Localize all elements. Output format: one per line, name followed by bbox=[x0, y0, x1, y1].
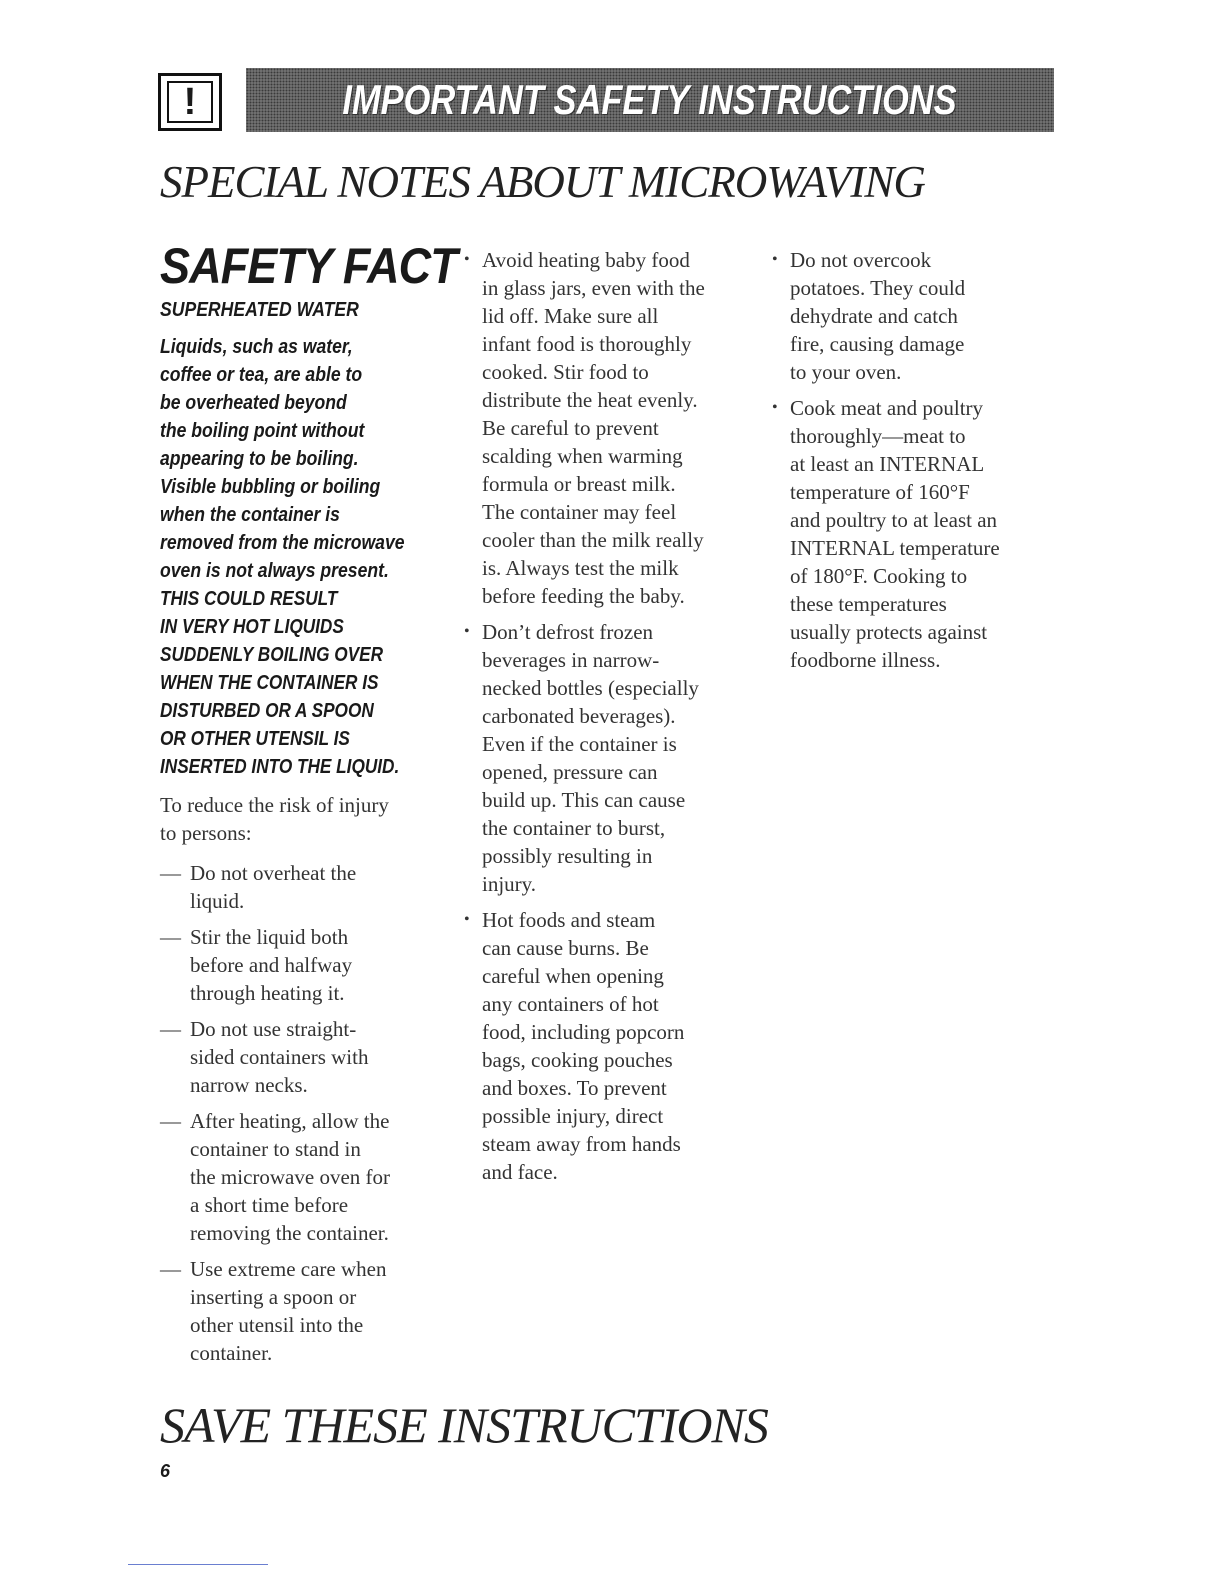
safety-fact-column bbox=[160, 238, 457, 1375]
bullet-line: bags, cooking pouches bbox=[482, 1048, 673, 1072]
page-number: 6 bbox=[160, 1461, 171, 1481]
bullet-item-baby-food bbox=[464, 246, 754, 610]
dash-item-line: Do not overheat the bbox=[190, 861, 357, 885]
bullet-line: foodborne illness. bbox=[790, 648, 941, 672]
bullet-line: distribute the heat evenly. bbox=[482, 388, 698, 412]
bullet-line: to your oven. bbox=[790, 360, 902, 384]
bullet-line: careful when opening bbox=[482, 964, 664, 988]
dash-item-line: the microwave oven for bbox=[190, 1165, 391, 1189]
bullet-glyph: • bbox=[772, 399, 778, 416]
bullet-line: cooler than the milk really bbox=[482, 528, 704, 552]
warning-line: when the container is bbox=[160, 504, 340, 526]
bullet-line: before feeding the baby. bbox=[482, 584, 685, 608]
warning-caps-line: THIS COULD RESULT bbox=[160, 588, 338, 610]
warning-line: Liquids, such as water, bbox=[160, 336, 353, 358]
bullet-line: food, including popcorn bbox=[482, 1020, 685, 1044]
warning-caps-line: IN VERY HOT LIQUIDS bbox=[160, 616, 344, 638]
bullet-line: INTERNAL temperature bbox=[790, 536, 1000, 560]
warning-caps-line: DISTURBED OR A SPOON bbox=[160, 700, 374, 722]
dash-item-line: other utensil into the bbox=[190, 1313, 364, 1337]
bullet-line: any containers of hot bbox=[482, 992, 659, 1016]
bullet-line: thoroughly—meat to bbox=[790, 424, 966, 448]
warning-caps-line: SUDDENLY BOILING OVER bbox=[160, 644, 383, 666]
bullet-line: steam away from hands bbox=[482, 1132, 681, 1156]
dash-item bbox=[160, 923, 450, 1007]
bullet-item-frozen-beverages bbox=[464, 618, 754, 898]
warning-caps-line: OR OTHER UTENSIL IS bbox=[160, 728, 350, 750]
bullet-line: scalding when warming bbox=[482, 444, 683, 468]
reduce-line: To reduce the risk of injury bbox=[160, 793, 389, 817]
bullet-line: Even if the container is bbox=[482, 732, 677, 756]
dash-item-line: Stir the liquid both bbox=[190, 925, 349, 949]
bullet-line: potatoes. They could bbox=[790, 276, 966, 300]
warning-line: be overheated beyond bbox=[160, 392, 347, 414]
bullet-line: in glass jars, even with the bbox=[482, 276, 705, 300]
warning-line: the boiling point without bbox=[160, 420, 365, 442]
warning-caps-line: INSERTED INTO THE LIQUID. bbox=[160, 756, 400, 778]
bullet-item-potatoes bbox=[772, 246, 1062, 386]
dash-item-line: After heating, allow the bbox=[190, 1109, 390, 1133]
bullet-line: Don’t defrost frozen bbox=[482, 620, 654, 644]
bullet-line: infant food is thoroughly bbox=[482, 332, 692, 356]
warning-line: appearing to be boiling. bbox=[160, 448, 359, 470]
superheated-water-subheading: SUPERHEATED WATER bbox=[160, 299, 359, 321]
dash-item-line: Do not use straight- bbox=[190, 1017, 357, 1041]
bullet-line: injury. bbox=[482, 872, 537, 896]
bullet-line: fire, causing damage bbox=[790, 332, 965, 356]
bullet-line: is. Always test the milk bbox=[482, 556, 679, 580]
dash-item bbox=[160, 1255, 450, 1367]
bullet-line: can cause burns. Be bbox=[482, 936, 649, 960]
save-instructions-title: SAVE THESE INSTRUCTIONS bbox=[160, 1397, 768, 1453]
footer-rule bbox=[128, 1564, 268, 1565]
bullet-line: Do not overcook bbox=[790, 248, 932, 272]
warning-line: coffee or tea, are able to bbox=[160, 364, 363, 386]
bullet-line: and boxes. To prevent bbox=[482, 1076, 667, 1100]
dash-glyph: — bbox=[160, 861, 181, 885]
dash-item-line: before and halfway bbox=[190, 953, 353, 977]
bullet-line: Avoid heating baby food bbox=[482, 248, 690, 272]
safety-fact-heading: SAFETY FACT bbox=[160, 238, 457, 294]
section-title: SPECIAL NOTES ABOUT MICROWAVING bbox=[160, 157, 925, 207]
bullet-line: and face. bbox=[482, 1160, 558, 1184]
safety-fact-warning bbox=[160, 333, 450, 781]
bullet-line: beverages in narrow- bbox=[482, 648, 660, 672]
bullet-line: carbonated beverages). bbox=[482, 704, 676, 728]
warning-line: Visible bubbling or boiling bbox=[160, 476, 381, 498]
dash-item-line: sided containers with bbox=[190, 1045, 369, 1069]
bullet-line: The container may feel bbox=[482, 500, 677, 524]
bullet-line: temperature of 160°F bbox=[790, 480, 970, 504]
bullet-glyph: • bbox=[772, 251, 778, 268]
dash-glyph: — bbox=[160, 1109, 181, 1133]
bullet-line: cooked. Stir food to bbox=[482, 360, 649, 384]
dash-item-line: through heating it. bbox=[190, 981, 345, 1005]
dash-glyph: — bbox=[160, 1017, 181, 1041]
bullet-line: these temperatures bbox=[790, 592, 947, 616]
bullet-line: Cook meat and poultry bbox=[790, 396, 984, 420]
header-banner-title: IMPORTANT SAFETY INSTRUCTIONS bbox=[342, 76, 958, 123]
warning-line: oven is not always present. bbox=[160, 560, 389, 582]
dash-item-line: removing the container. bbox=[190, 1221, 389, 1245]
middle-column bbox=[464, 246, 754, 1194]
dash-list bbox=[160, 859, 450, 1367]
bullet-glyph: • bbox=[464, 911, 470, 928]
dash-item-line: liquid. bbox=[190, 889, 245, 913]
bullet-line: usually protects against bbox=[790, 620, 988, 644]
bullet-line: and poultry to at least an bbox=[790, 508, 998, 532]
bullet-line: possibly resulting in bbox=[482, 844, 653, 868]
bullet-glyph: • bbox=[464, 623, 470, 640]
dash-item-line: container. bbox=[190, 1341, 273, 1365]
dash-item-line: narrow necks. bbox=[190, 1073, 308, 1097]
header-banner bbox=[246, 68, 1054, 132]
bullet-item-hot-foods bbox=[464, 906, 754, 1186]
bullet-line: necked bottles (especially bbox=[482, 676, 699, 700]
reduce-line: to persons: bbox=[160, 821, 252, 845]
warning-caps-line: WHEN THE CONTAINER IS bbox=[160, 672, 379, 694]
dash-item bbox=[160, 859, 450, 915]
bullet-line: formula or breast milk. bbox=[482, 472, 676, 496]
right-column bbox=[772, 246, 1062, 682]
exclamation-icon: ! bbox=[167, 81, 213, 123]
dash-item-line: inserting a spoon or bbox=[190, 1285, 357, 1309]
bullet-line: dehydrate and catch bbox=[790, 304, 958, 328]
dash-item-line: Use extreme care when bbox=[190, 1257, 387, 1281]
bullet-line: opened, pressure can bbox=[482, 760, 658, 784]
warning-line: removed from the microwave bbox=[160, 532, 405, 554]
bullet-glyph: • bbox=[464, 251, 470, 268]
bullet-line: possible injury, direct bbox=[482, 1104, 664, 1128]
bullet-line: Be careful to prevent bbox=[482, 416, 659, 440]
bullet-item-meat-poultry bbox=[772, 394, 1062, 674]
bullet-line: the container to burst, bbox=[482, 816, 666, 840]
bullet-line: lid off. Make sure all bbox=[482, 304, 659, 328]
dash-glyph: — bbox=[160, 1257, 181, 1281]
dash-item-line: a short time before bbox=[190, 1193, 349, 1217]
bullet-line: at least an INTERNAL bbox=[790, 452, 985, 476]
dash-item bbox=[160, 1107, 450, 1247]
reduce-risk-intro bbox=[160, 791, 450, 847]
warning-icon-box bbox=[158, 73, 222, 131]
bullet-line: of 180°F. Cooking to bbox=[790, 564, 968, 588]
bullet-line: build up. This can cause bbox=[482, 788, 686, 812]
dash-item bbox=[160, 1015, 450, 1099]
dash-item-line: container to stand in bbox=[190, 1137, 361, 1161]
bullet-line: Hot foods and steam bbox=[482, 908, 656, 932]
dash-glyph: — bbox=[160, 925, 181, 949]
